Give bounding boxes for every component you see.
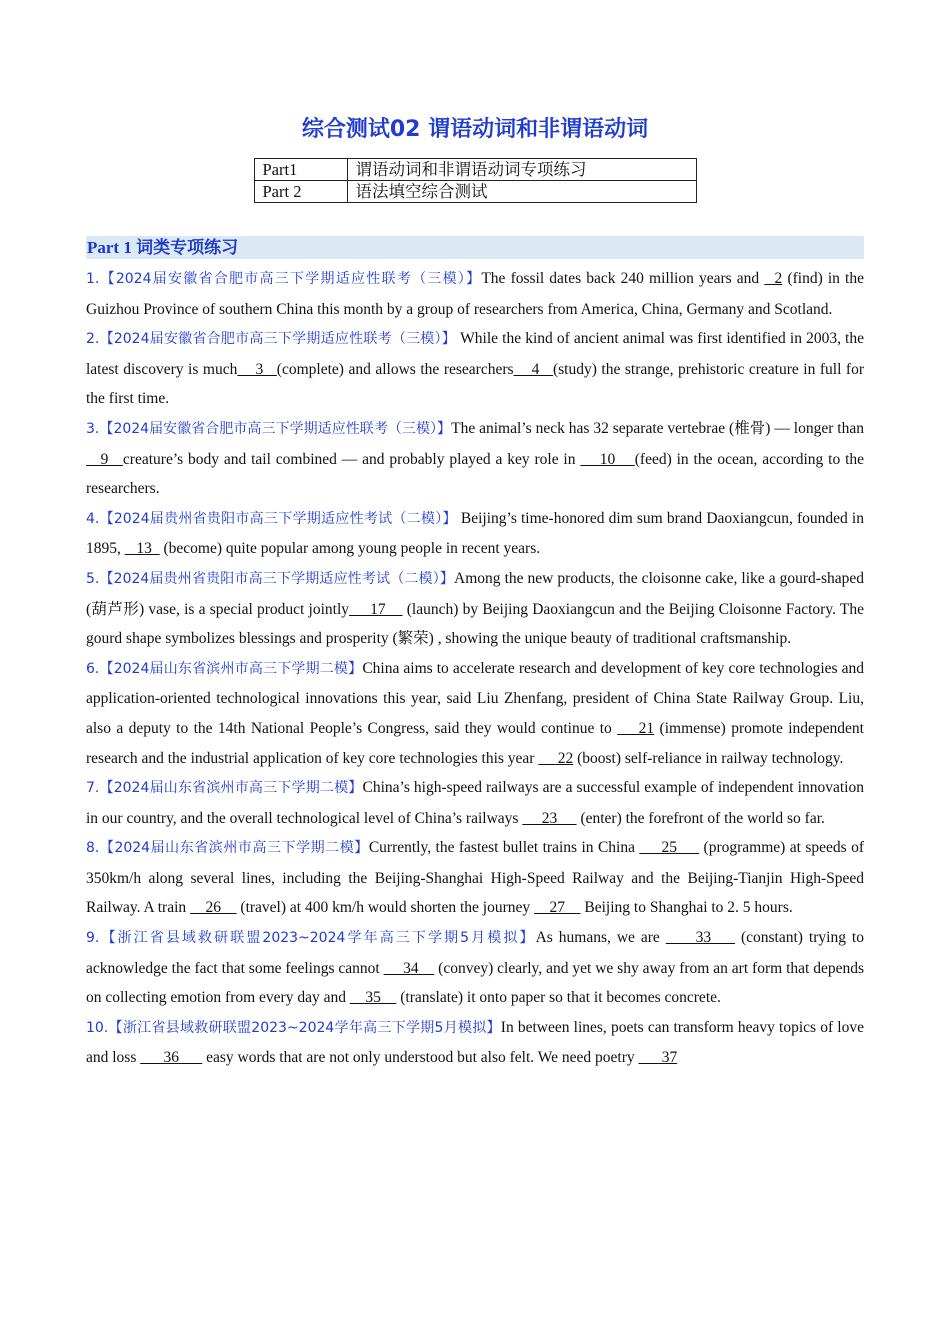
- exercise-text: (complete) and allows the researchers: [276, 360, 514, 378]
- exercise-source: 9.【浙江省县域救研联盟2023~2024学年高三下学期5月模拟】: [86, 930, 536, 947]
- exercise-item: [86, 1013, 864, 1073]
- exercise-text: creature’s body and tail combined — and probably played a key role in: [122, 450, 581, 468]
- section-heading: Part 1 词类专项练习: [86, 236, 864, 259]
- exercise-text: (study) the strange, prehistoric creature in full for the first time.: [86, 360, 865, 408]
- part-description: 语法填空综合测试: [347, 181, 696, 203]
- exercise-item: [86, 923, 864, 1013]
- part-label: Part 2: [254, 181, 347, 203]
- exercise-item: [86, 654, 864, 773]
- answer-blank: 25: [639, 839, 700, 857]
- exercise-item: [86, 324, 864, 414]
- exercise-text: (immense) promote independent research and the industrial application of key core technologies this year: [86, 719, 864, 767]
- answer-blank: 2: [764, 270, 783, 287]
- part-label: Part1: [254, 159, 347, 181]
- exercise-text: (launch) by Beijing Daoxiangcun and the Beijing Cloisonne Factory. The gourd shape symbolizes blessings and prosperity (繁荣) , showing the unique beauty of traditional craftsmanship.: [86, 600, 865, 648]
- answer-blank: 34: [383, 959, 435, 977]
- exercise-text: As humans, we are: [535, 929, 666, 947]
- answer-blank: 17: [349, 600, 403, 618]
- answer-blank: 26: [190, 899, 237, 917]
- part-description: 谓语动词和非谓语动词专项练习: [347, 159, 696, 181]
- parts-table: [254, 158, 697, 203]
- exercise-text: China’s high-speed railways are a successful example of independent innovation in our country, and the overall technological level of China’s railways: [86, 779, 864, 827]
- exercise-text: (become) quite popular among young people in recent years.: [159, 540, 541, 558]
- exercise-item: [86, 564, 864, 654]
- answer-blank: 23: [522, 809, 577, 827]
- exercise-source: 7.【2024届山东省滨州市高三下学期二模】: [86, 780, 363, 797]
- exercise-text: (programme) at speeds of 350km/h along several lines, including the Beijing-Shanghai High-Speed Railway and the Beijing-Tianjin High-Speed Railway. A train: [86, 839, 864, 917]
- answer-blank: 10: [580, 450, 635, 468]
- answer-blank: 3: [237, 360, 277, 378]
- exercise-text: Beijing to Shanghai to 2. 5 hours.: [580, 899, 793, 917]
- answer-blank: 36: [140, 1049, 203, 1067]
- exercise-item: [86, 414, 864, 504]
- exercise-source: 10.【浙江省县域救研联盟2023~2024学年高三下学期5月模拟】: [86, 1019, 501, 1036]
- answer-blank: 27: [534, 899, 581, 917]
- parts-row: [254, 159, 696, 181]
- exercise-text: (feed) in the ocean, according to the researchers.: [86, 450, 865, 498]
- exercise-source: 3.【2024届安徽省合肥市高三下学期适应性联考（三模）】: [86, 420, 452, 437]
- exercise-text: (boost) self-reliance in railway technology.: [573, 749, 844, 767]
- exercise-text: Among the new products, the cloisonne cake, like a gourd-shaped (葫芦形) vase, is a special product jointly: [86, 569, 864, 618]
- exercise-text: easy words that are not only understood but also felt. We need poetry: [202, 1049, 639, 1067]
- exercise-item: [86, 504, 864, 564]
- exercise-text: (convey) clearly, and yet we shy away from an art form that depends on collecting emotion from every day and: [86, 959, 865, 1007]
- exercise-source: 1.【2024届安徽省合肥市高三下学期适应性联考（三模）】: [86, 271, 482, 287]
- exercise-text: (enter) the forefront of the world so far.: [576, 809, 825, 827]
- exercise-text: (constant) trying to acknowledge the fact that some feelings cannot: [86, 929, 864, 977]
- exercise-text: Currently, the fastest bullet trains in China: [368, 839, 640, 857]
- exercise-source: 4.【2024届贵州省贵阳市高三下学期适应性考试（二模）】: [86, 510, 457, 527]
- answer-blank: 9: [86, 450, 123, 468]
- answer-blank: 21: [617, 719, 655, 737]
- exercise-source: 2.【2024届安徽省合肥市高三下学期适应性联考（三模）】: [86, 331, 457, 348]
- exercise-text: China aims to accelerate research and development of key core technologies and application-oriented technological innovations this year, said Liu Zhenfang, president of China State Railway Group. Liu, also a deputy to the 14th National People’s Congress, said they would continue to: [86, 659, 864, 737]
- exercise-item: [86, 773, 864, 833]
- exercise-text: The fossil dates back 240 million years and: [481, 270, 765, 287]
- exercise-item: [86, 264, 864, 324]
- exercise-text: (find) in the Guizhou Province of southern China this month by a group of researchers from America, China, Germany and Scotland.: [86, 270, 864, 318]
- exercise-text: (travel) at 400 km/h would shorten the journey: [236, 899, 534, 917]
- answer-blank: 35: [349, 989, 397, 1007]
- exercise-text: While the kind of ancient animal was first identified in 2003, the latest discovery is much: [86, 330, 864, 378]
- exercise-source: 5.【2024届贵州省贵阳市高三下学期适应性考试（二模）】: [86, 570, 455, 587]
- document-title: 综合测试02 谓语动词和非谓语动词: [301, 117, 649, 142]
- document-page: [86, 110, 864, 1073]
- exercise-text: (translate) it onto paper so that it becomes concrete.: [396, 989, 721, 1007]
- answer-blank: 22: [538, 749, 574, 767]
- answer-blank: 37: [638, 1049, 678, 1067]
- exercise-item: [86, 833, 864, 923]
- answer-blank: 4: [513, 360, 553, 378]
- parts-row: [254, 181, 696, 203]
- answer-blank: 13: [124, 540, 160, 558]
- exercise-source: 8.【2024届山东省滨州市高三下学期二模】: [86, 840, 369, 857]
- exercise-text: In between lines, poets can transform heavy topics of love and loss: [86, 1018, 864, 1067]
- exercise-text: The animal’s neck has 32 separate vertebrae (椎骨) — longer than: [451, 419, 864, 437]
- exercise-text: Beijing’s time-honored dim sum brand Daoxiangcun, founded in 1895,: [86, 509, 864, 558]
- exercise-list: [86, 264, 864, 1073]
- exercise-source: 6.【2024届山东省滨州市高三下学期二模】: [86, 660, 363, 677]
- answer-blank: 33: [665, 929, 736, 947]
